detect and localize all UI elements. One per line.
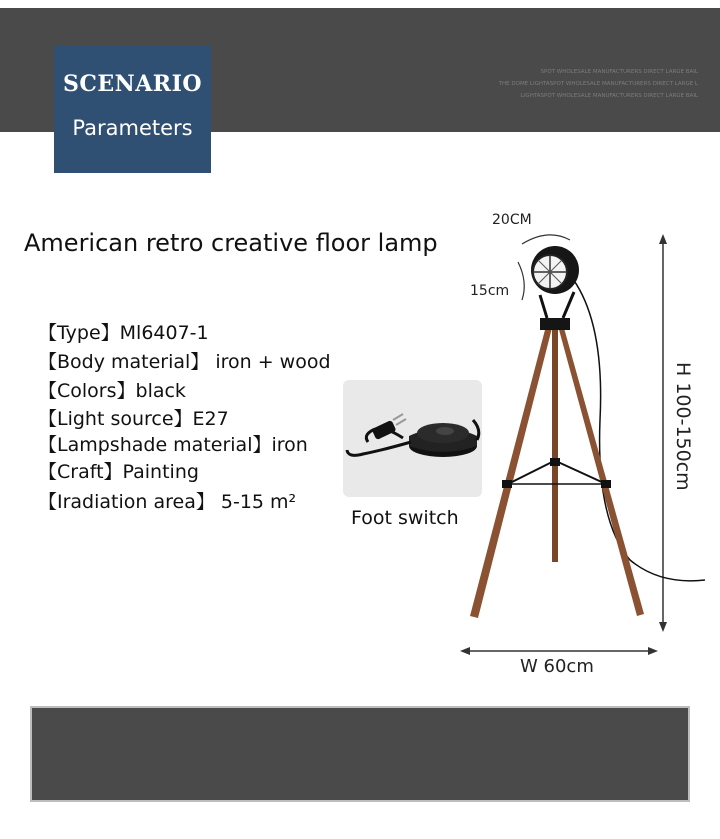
param-light-source: 【Light source】E27 <box>38 408 229 430</box>
param-colors: 【Colors】black <box>38 380 186 402</box>
banner-watermark-text: SPOT WHOLESALE MANUFACTURERS DIRECT LARGE BAIL THE DOME LIGHTASPOT WHOLESALE MANUFACTURERS DIRECT LARGE L LIGHTASPOT WHOLESALE MANUFACTURERS DIRECT LARGE BAIL <box>498 69 698 99</box>
badge-title: SCENARIO <box>62 71 203 97</box>
badge-subtitle: Parameters <box>72 116 193 140</box>
width-label: W 60cm <box>520 656 594 677</box>
bottom-banner <box>30 706 690 802</box>
param-type: 【Type】Ml6407-1 <box>38 322 209 344</box>
param-lampshade-material: 【Lampshade material】iron <box>38 434 308 456</box>
shade-depth-label: 15cm <box>470 283 510 299</box>
foot-switch-label: Foot switch <box>351 507 459 529</box>
param-craft: 【Craft】Painting <box>38 461 199 483</box>
product-title: American retro creative floor lamp <box>24 229 438 257</box>
param-body-material: 【Body material】 iron + wood <box>38 351 331 373</box>
shade-width-label: 20CM <box>492 212 532 228</box>
param-irradiation-area: 【Iradiation area】 5-15 m² <box>38 491 297 513</box>
height-label: H 100-150cm <box>672 362 694 491</box>
scenario-badge <box>54 45 211 173</box>
